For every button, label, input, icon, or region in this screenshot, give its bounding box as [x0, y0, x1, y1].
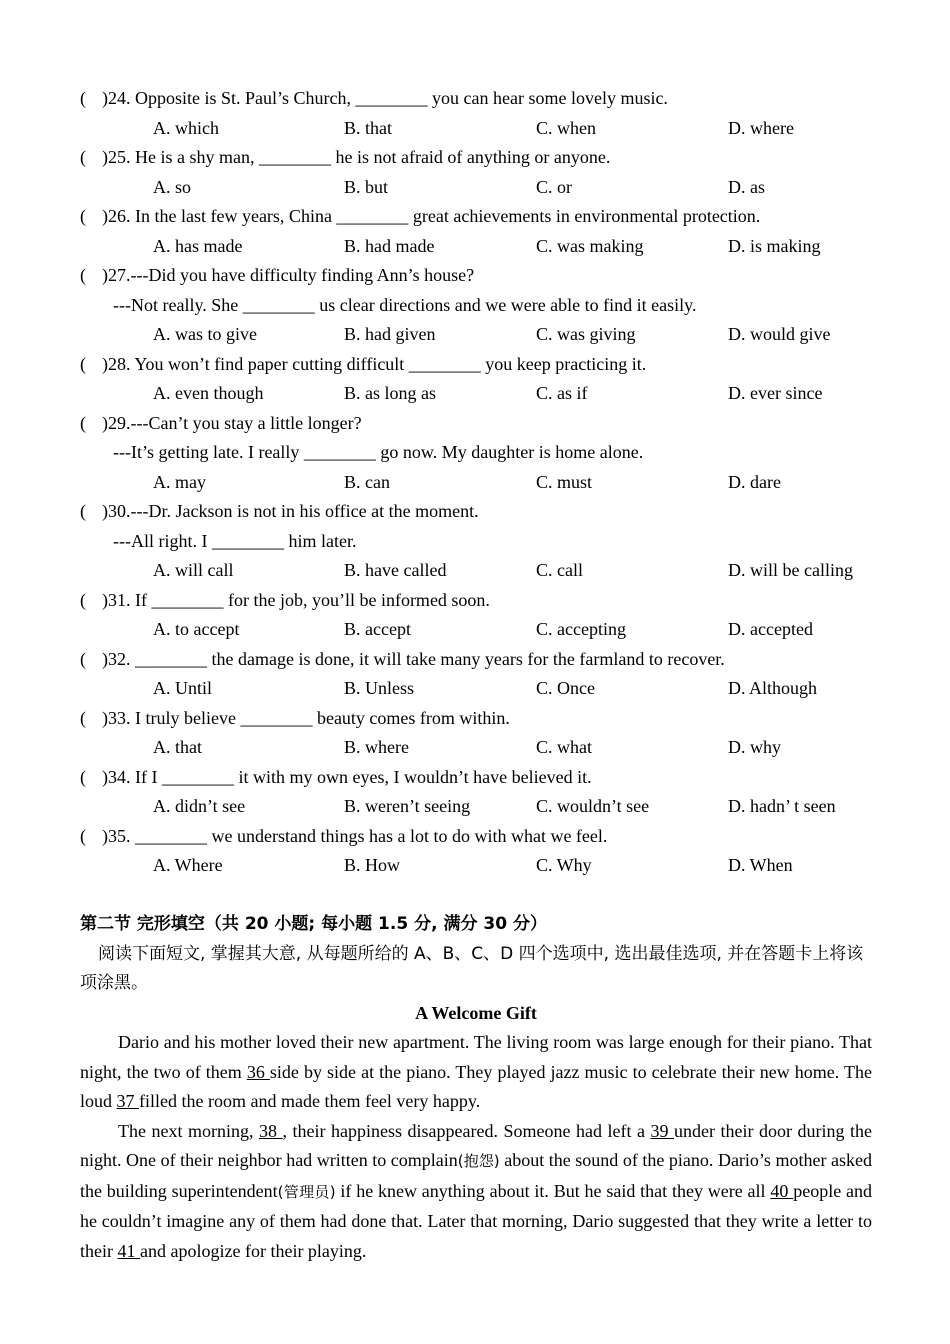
- option-d[interactable]: D. where: [728, 117, 794, 138]
- question-33: [80, 704, 872, 763]
- blank-37[interactable]: 37: [116, 1091, 140, 1111]
- answer-paren[interactable]: (: [80, 825, 86, 846]
- option-c[interactable]: C. or: [536, 176, 572, 197]
- option-d[interactable]: D. ever since: [728, 383, 823, 403]
- answer-paren[interactable]: (: [80, 88, 86, 108]
- option-a[interactable]: A. so: [153, 176, 192, 197]
- passage-text: people and he couldn’t imagine any of them had done that. Later that morning, Dario suggested that they write a letter to their: [80, 1180, 872, 1261]
- option-d[interactable]: D. as: [728, 176, 765, 197]
- answer-paren[interactable]: (: [80, 648, 86, 669]
- option-c[interactable]: C. was making: [536, 235, 644, 256]
- option-a[interactable]: A. Until: [153, 678, 213, 698]
- question-stem: [80, 261, 872, 291]
- option-d[interactable]: D. dare: [728, 471, 781, 492]
- options-row: [80, 379, 872, 409]
- options-row: [80, 733, 872, 763]
- question-text: )28. You won’t find paper cutting difficult ________ you keep practicing it.: [102, 353, 647, 374]
- option-a[interactable]: A. will call: [153, 560, 234, 580]
- question-34: [80, 763, 872, 822]
- section-instruction: 阅读下面短文, 掌握其大意, 从每题所给的 A、B、C、D 四个选项中, 选出最佳选项, 并在答题卡上将该项涂黑。: [80, 943, 864, 993]
- question-stem: [80, 84, 872, 114]
- question-text: )32. ________ the damage is done, it will take many years for the farmland to recover.: [102, 648, 725, 669]
- blank-38[interactable]: 38: [259, 1120, 283, 1141]
- question-stem: [80, 497, 872, 527]
- options-row: [80, 674, 872, 704]
- question-reply: ---Not really. She ________ us clear directions and we were able to find it easily.: [113, 294, 697, 315]
- option-a[interactable]: A. may: [153, 471, 206, 492]
- question-28: [80, 350, 872, 409]
- option-d[interactable]: D. Although: [728, 678, 818, 698]
- passage-text: under their door during the night. One of their neighbor had written to complain: [80, 1120, 873, 1170]
- section-title: 第二节 完形填空（共 20 小题; 每小题 1.5 分, 满分 30 分）: [80, 914, 547, 934]
- option-d[interactable]: D. is making: [728, 235, 821, 256]
- option-b[interactable]: B. had given: [344, 324, 436, 344]
- option-b[interactable]: B. How: [344, 855, 401, 875]
- answer-paren[interactable]: (: [80, 766, 86, 787]
- question-text: )34. If I ________ it with my own eyes, I wouldn’t have believed it.: [102, 766, 592, 787]
- option-d[interactable]: D. When: [728, 855, 793, 875]
- options-row: [80, 232, 872, 262]
- option-c[interactable]: C. was giving: [536, 324, 636, 344]
- question-text: )25. He is a shy man, ________ he is not afraid of anything or anyone.: [102, 147, 611, 167]
- option-c[interactable]: C. when: [536, 117, 596, 138]
- question-reply: ---It’s getting late. I really ________ go now. My daughter is home alone.: [113, 442, 644, 462]
- answer-paren[interactable]: (: [80, 206, 86, 226]
- option-b[interactable]: B. accept: [344, 619, 411, 639]
- option-a[interactable]: A. even though: [153, 383, 264, 403]
- passage-text: about the sound of the piano. Dario’s mother asked the building superintendent: [80, 1150, 872, 1201]
- passage-paragraph-1: [80, 1028, 872, 1117]
- options-row: [80, 468, 872, 498]
- option-a[interactable]: A. that: [153, 737, 202, 757]
- option-b[interactable]: B. but: [344, 176, 389, 197]
- question-stem: [80, 645, 872, 675]
- option-b[interactable]: B. where: [344, 737, 409, 757]
- blank-41[interactable]: 41: [117, 1240, 140, 1261]
- option-b[interactable]: B. Unless: [344, 678, 415, 698]
- answer-paren[interactable]: (: [80, 265, 86, 285]
- option-b[interactable]: B. have called: [344, 560, 447, 580]
- question-26: [80, 202, 872, 261]
- options-row: [80, 851, 872, 881]
- options-row: [80, 173, 872, 203]
- question-text: )29.---Can’t you stay a little longer?: [102, 412, 362, 433]
- option-d[interactable]: D. accepted: [728, 619, 813, 639]
- answer-paren[interactable]: (: [80, 353, 86, 374]
- option-a[interactable]: A. didn’t see: [153, 796, 246, 816]
- option-b[interactable]: B. as long as: [344, 383, 436, 403]
- option-b[interactable]: B. that: [344, 117, 392, 138]
- options-row: [80, 556, 872, 586]
- option-c[interactable]: C. call: [536, 560, 583, 580]
- option-c[interactable]: C. Once: [536, 678, 595, 698]
- answer-paren[interactable]: (: [80, 412, 86, 433]
- gloss-complain: (抱怨): [457, 1152, 500, 1170]
- spacer: [80, 881, 872, 911]
- question-text: )35. ________ we understand things has a lot to do with what we feel.: [102, 825, 608, 846]
- passage-title: A Welcome Gift: [415, 1002, 537, 1023]
- answer-paren[interactable]: (: [80, 707, 86, 728]
- blank-36[interactable]: 36: [246, 1061, 270, 1082]
- option-a[interactable]: A. Where: [153, 855, 223, 875]
- passage-text: Dario and his mother loved their new apartment. The living room was large enough for their piano. That night, the two of them: [80, 1032, 872, 1082]
- question-text: )27.---Did you have difficulty finding Ann’s house?: [102, 265, 475, 285]
- passage-text: if he knew anything about it. But he said that they were all: [335, 1180, 771, 1201]
- options-row: [80, 320, 872, 350]
- option-c[interactable]: C. accepting: [536, 619, 626, 639]
- answer-paren[interactable]: (: [80, 589, 86, 610]
- option-b[interactable]: B. can: [344, 471, 390, 492]
- question-stem: [80, 822, 872, 852]
- options-row: [80, 615, 872, 645]
- answer-paren[interactable]: (: [80, 147, 86, 167]
- option-a[interactable]: A. to accept: [153, 619, 240, 639]
- option-b[interactable]: B. weren’t seeing: [344, 796, 471, 816]
- question-27: [80, 261, 872, 350]
- option-a[interactable]: A. was to give: [153, 324, 257, 344]
- answer-paren[interactable]: (: [80, 501, 86, 521]
- blank-39[interactable]: 39: [650, 1120, 675, 1141]
- option-d[interactable]: D. why: [728, 737, 781, 757]
- passage-paragraph-2: [80, 1117, 872, 1267]
- question-31: [80, 586, 872, 645]
- question-text: )30.---Dr. Jackson is not in his office at the moment.: [102, 501, 479, 521]
- question-32: [80, 645, 872, 704]
- question-stem: [80, 143, 872, 173]
- passage-text: , their happiness disappeared. Someone had left a: [282, 1120, 651, 1141]
- question-stem: [80, 202, 872, 232]
- question-text: )26. In the last few years, China ________ great achievements in environmental protection.: [102, 206, 761, 226]
- passage-text: side by side at the piano. They played jazz music to celebrate their new home. The loud: [80, 1061, 873, 1111]
- option-c[interactable]: C. must: [536, 471, 593, 492]
- gloss-superintendent: (管理员): [277, 1182, 336, 1201]
- question-stem: [80, 763, 872, 793]
- passage-text: and apologize for their playing.: [140, 1240, 367, 1261]
- option-b[interactable]: B. had made: [344, 235, 435, 256]
- option-d[interactable]: D. hadn’ t seen: [728, 796, 836, 816]
- option-c[interactable]: C. Why: [536, 855, 592, 875]
- option-c[interactable]: C. what: [536, 737, 592, 757]
- option-d[interactable]: D. will be calling: [728, 560, 853, 580]
- question-text: )33. I truly believe ________ beauty comes from within.: [102, 707, 510, 728]
- question-stem: [80, 409, 872, 439]
- question-35: [80, 822, 872, 881]
- passage-text: The next morning,: [118, 1120, 260, 1141]
- passage-text: filled the room and made them feel very happy.: [139, 1091, 481, 1111]
- question-stem: [80, 350, 872, 380]
- question-29: [80, 409, 872, 498]
- options-row: [80, 114, 872, 144]
- option-a[interactable]: A. which: [153, 117, 219, 138]
- question-stem: [80, 704, 872, 734]
- option-c[interactable]: C. as if: [536, 383, 588, 403]
- question-stem: [80, 586, 872, 616]
- question-24: [80, 84, 872, 143]
- question-reply: ---All right. I ________ him later.: [113, 530, 357, 551]
- question-25: [80, 143, 872, 202]
- question-30: [80, 497, 872, 586]
- question-text: )31. If ________ for the job, you’ll be informed soon.: [102, 589, 490, 610]
- option-a[interactable]: A. has made: [153, 235, 243, 256]
- blank-40[interactable]: 40: [770, 1180, 794, 1201]
- option-c[interactable]: C. wouldn’t see: [536, 796, 650, 816]
- options-row: [80, 792, 872, 822]
- question-text: )24. Opposite is St. Paul’s Church, ________ you can hear some lovely music.: [102, 88, 668, 108]
- exam-page: [80, 84, 872, 1266]
- option-d[interactable]: D. would give: [728, 324, 831, 344]
